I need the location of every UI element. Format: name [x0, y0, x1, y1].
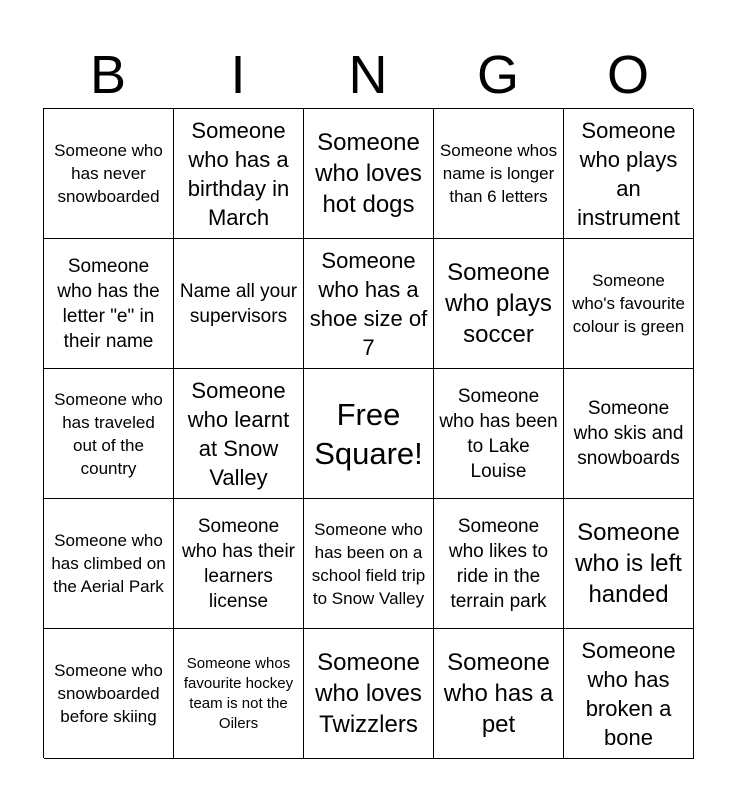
- cell-text: Free Square!: [314, 396, 423, 471]
- cell-text: Someone who is left handed: [575, 519, 682, 608]
- bingo-cell[interactable]: [564, 239, 694, 369]
- bingo-cell[interactable]: [44, 109, 174, 239]
- header-letter-g: G: [476, 45, 519, 105]
- cell-text: Someone who has a birthday in March: [187, 117, 290, 230]
- bingo-cell[interactable]: [304, 499, 434, 629]
- bingo-cell[interactable]: [564, 629, 694, 759]
- header-letter-n: N: [348, 45, 388, 105]
- bingo-card: [43, 108, 693, 758]
- bingo-cell[interactable]: [44, 629, 174, 759]
- bingo-cell[interactable]: [304, 629, 434, 759]
- bingo-cell[interactable]: [174, 369, 304, 499]
- bingo-cell[interactable]: [434, 369, 564, 499]
- bingo-cell[interactable]: [564, 499, 694, 629]
- cell-text: Someone who loves Twizzlers: [315, 649, 422, 738]
- bingo-cell[interactable]: [304, 239, 434, 369]
- cell-text: Someone who has never snowboarded: [54, 141, 163, 206]
- bingo-cell[interactable]: [564, 109, 694, 239]
- cell-text: Someone who likes to ride in the terrain park: [448, 515, 549, 612]
- cell-text: Someone who has broken a bone: [581, 637, 676, 750]
- cell-text: Someone who skis and snowboards: [573, 398, 684, 469]
- cell-text: Someone who loves hot dogs: [315, 129, 422, 218]
- cell-text: Someone who plays soccer: [445, 259, 552, 348]
- bingo-cell[interactable]: [44, 369, 174, 499]
- bingo-cell[interactable]: [434, 629, 564, 759]
- header-letter-b: B: [89, 45, 127, 105]
- cell-text: Someone who has been to Lake Louise: [439, 385, 558, 482]
- cell-text: Someone whos name is longer than 6 letters: [439, 141, 558, 206]
- cell-text: Someone who has the letter "e" in their name: [57, 255, 160, 352]
- cell-text: Someone who has a pet: [443, 649, 554, 738]
- bingo-cell[interactable]: [174, 239, 304, 369]
- bingo-cell[interactable]: [434, 109, 564, 239]
- cell-text: Someone who plays an instrument: [577, 117, 680, 230]
- cell-text: Someone who snowboarded before skiing: [54, 661, 163, 726]
- bingo-cell[interactable]: [174, 629, 304, 759]
- cell-text: Someone who's favourite colour is green: [572, 271, 685, 336]
- bingo-cell[interactable]: [564, 369, 694, 499]
- cell-text: Name all your supervisors: [179, 280, 298, 327]
- cell-text: Someone who has climbed on the Aerial Park: [51, 531, 166, 596]
- bingo-cell[interactable]: [174, 499, 304, 629]
- header-letter-i: I: [230, 45, 246, 105]
- header-letter-o: O: [606, 45, 649, 105]
- bingo-cell[interactable]: [44, 499, 174, 629]
- bingo-cell[interactable]: [174, 109, 304, 239]
- cell-text: Someone who has a shoe size of 7: [309, 247, 428, 360]
- bingo-cell[interactable]: [434, 499, 564, 629]
- bingo-cell[interactable]: [44, 239, 174, 369]
- cell-text: Someone who has their learners license: [181, 515, 295, 612]
- cell-text: Someone who learnt at Snow Valley: [187, 377, 290, 490]
- free-square-cell[interactable]: [304, 369, 434, 499]
- cell-text: Someone who has traveled out of the country: [54, 389, 163, 478]
- bingo-cell[interactable]: [304, 109, 434, 239]
- bingo-cell[interactable]: [434, 239, 564, 369]
- cell-text: Someone whos favourite hockey team is not the Oilers: [183, 654, 294, 732]
- cell-text: Someone who has been on a school field trip to Snow Valley: [311, 519, 426, 608]
- bingo-header: [43, 42, 693, 108]
